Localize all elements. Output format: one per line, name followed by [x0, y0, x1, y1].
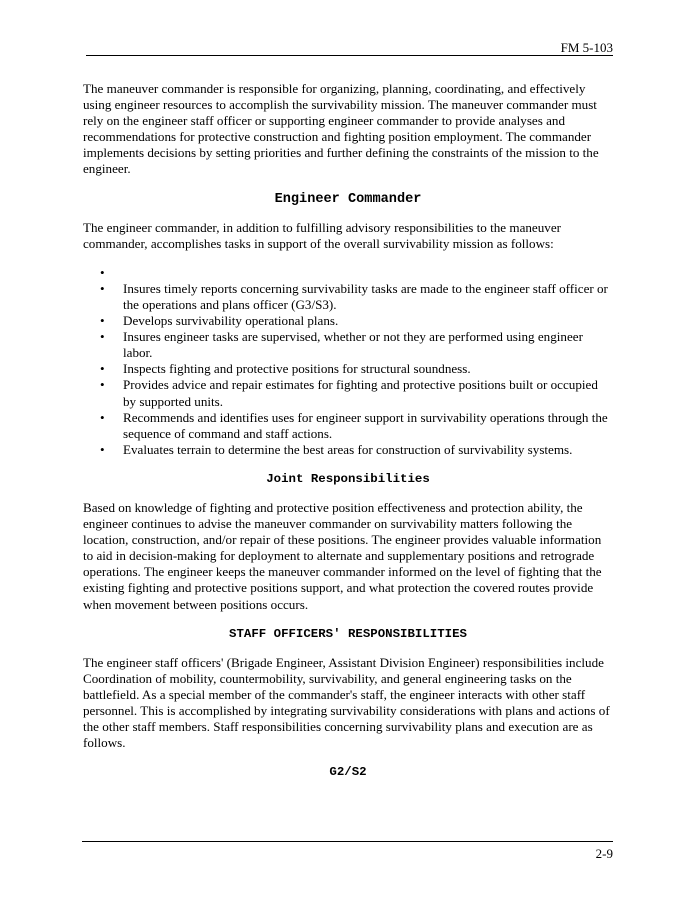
section-heading-joint-responsibilities: Joint Responsibilities [266, 471, 430, 486]
page-number: 2-9 [595, 846, 613, 861]
staff-officers-paragraph: The engineer staff officers' (Brigade Engineer, Assistant Division Engineer) responsibilities include Coordination of mobility, countermobility, survivability, and general engineering tasks on the battlefield. As a special member of the commander's staff, the engineer interacts with other staff personnel. This is accomplished by integrating survivability considerations with plans and actions of the other staff members. Staff responsibilities concerning survivability plans and execution are as follows. [83, 654, 610, 751]
list-item: • Provides advice and repair estimates for fighting and protective positions built or occupied by supported units. [83, 377, 613, 409]
running-header [86, 40, 613, 54]
section-heading-staff-officers: STAFF OFFICERS' RESPONSIBILITIES [229, 626, 467, 641]
joint-responsibilities-paragraph: Based on knowledge of fighting and protective position effectiveness and protection ability, the engineer continues to advise the maneuver commander on survivability matters following the location, construction, and/or repair of these positions. The engineer provides valuable information to aid in decision-making for deployment to alternate and supplementary positions and retrograde operations. The engineer keeps the maneuver commander informed on the level of fighting that the existing fighting and protective positions support, and what protection the covered routes provide when movement between positions occurs. [83, 499, 602, 612]
intro-paragraph: The maneuver commander is responsible for organizing, planning, coordinating, and effectively using engineer resources to accomplish the survivability mission. The maneuver commander must rely on the engineer staff officer or supporting engineer commander to provide analyses and recommendations for protective construction and fighting position employment. The commander implements decisions by setting priorities and further defining the constraints of the mission to the engineer. [83, 81, 599, 177]
field-manual-id: FM 5-103 [560, 40, 613, 55]
list-item: • Recommends and identifies uses for engineer support in survivability operations through the sequence of command and staff actions. [83, 410, 613, 442]
footer-rule [82, 841, 613, 842]
list-item [83, 265, 613, 281]
list-item: • Insures timely reports concerning survivability tasks are made to the engineer staff officer or the operations and plans officer (G3/S3). [83, 281, 613, 313]
section-heading-g2-s2: G2/S2 [329, 765, 367, 780]
engineer-commander-task-list [83, 265, 613, 458]
section-heading-engineer-commander: Engineer Commander [274, 191, 422, 207]
engineer-commander-intro: The engineer commander, in addition to fulfilling advisory responsibilities to the maneuver commander, accomplishes tasks in support of the overall survivability mission as follows: [83, 219, 562, 251]
header-rule [86, 55, 613, 56]
list-item: • Evaluates terrain to determine the best areas for construction of survivability systems. [83, 442, 613, 458]
list-item: • Inspects fighting and protective positions for structural soundness. [83, 361, 613, 377]
list-item: • Insures engineer tasks are supervised, whether or not they are performed using engineer labor. [83, 329, 613, 361]
list-item: • Develops survivability operational plans. [83, 313, 613, 329]
page-body [83, 81, 613, 793]
